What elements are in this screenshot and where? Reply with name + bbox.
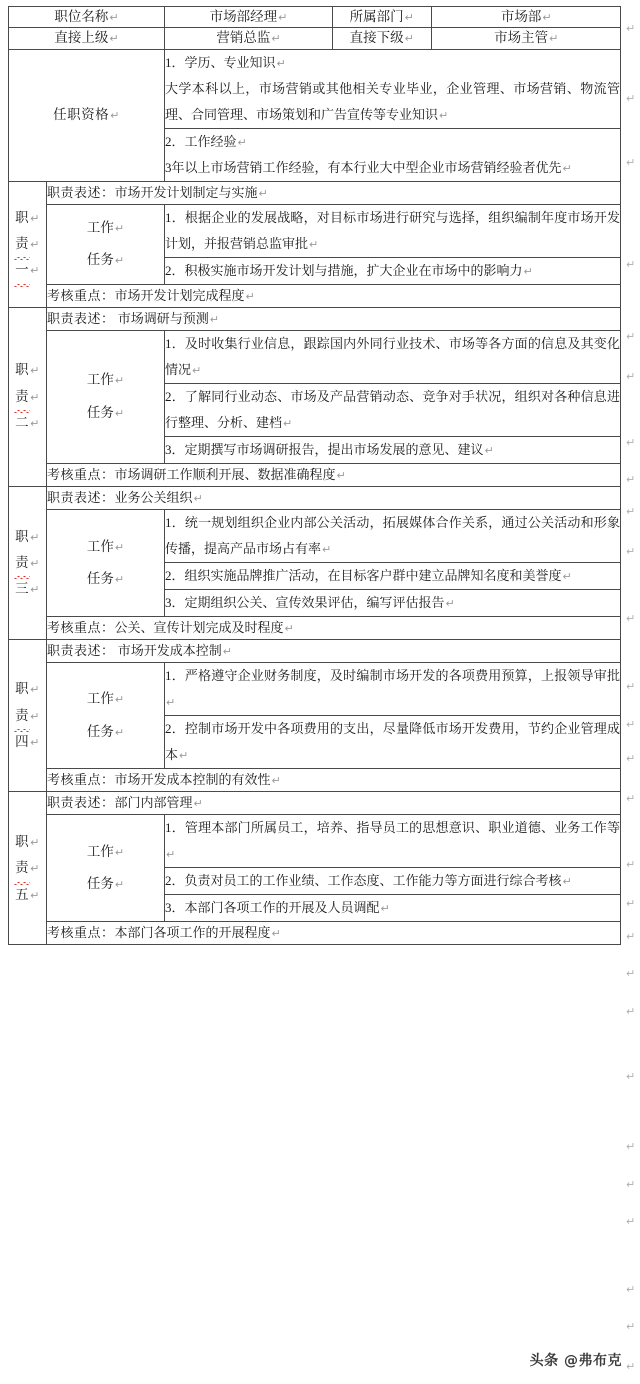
responsibility-2-label-char-0-line — [9, 357, 46, 383]
paragraph-mark-icon: ↵ — [245, 289, 255, 303]
responsibility-3-statement-row — [9, 486, 621, 509]
responsibility-5-label-char-0: 职 — [15, 833, 30, 849]
responsibility-5-statement-text: 部门内部管理 — [114, 795, 193, 811]
margin-paragraph-mark-icon: ↵ — [626, 858, 636, 871]
margin-paragraph-mark-icon: ↵ — [626, 505, 636, 518]
task-label-text-1: 工作 — [86, 691, 114, 707]
responsibility-2-label-char-0: 职 — [15, 362, 30, 378]
responsibility-4-task-label — [47, 663, 165, 769]
paragraph-mark-icon: ↵ — [114, 878, 125, 892]
margin-paragraph-mark-icon: ↵ — [626, 792, 636, 805]
header-value-department — [431, 7, 621, 27]
qualification-item-education-title-line — [165, 50, 620, 76]
responsibility-1-assessment — [47, 284, 621, 307]
responsibility-5-task-label — [47, 815, 165, 922]
paragraph-mark-icon: ↵ — [30, 390, 40, 404]
responsibility-1-task-row-1 — [9, 204, 621, 257]
paragraph-mark-icon: ↵ — [166, 848, 176, 862]
assessment-key-label: 考核重点： — [47, 619, 115, 635]
header-value-direct-superior-text: 营销总监 — [216, 30, 271, 46]
paragraph-mark-icon: ↵ — [30, 211, 40, 225]
qualification-row-education — [9, 49, 621, 128]
task-label-line-1 — [47, 531, 164, 563]
statement-key-label: 职责表述： — [47, 489, 115, 505]
responsibility-5-label — [9, 792, 47, 945]
margin-paragraph-mark-icon: ↵ — [626, 612, 636, 625]
assessment-key-label: 考核重点： — [47, 925, 115, 941]
paragraph-mark-icon: ↵ — [30, 556, 40, 570]
qualification-item-experience-title: 2．工作经验 — [165, 133, 237, 149]
responsibility-2-task-3-text: 3．定期撰写市场调研报告，提出市场发展的意见、建议 — [165, 441, 484, 457]
responsibility-2-label — [9, 307, 47, 486]
header-value-direct-superior — [165, 28, 333, 49]
margin-paragraph-mark-icon: ↵ — [626, 1360, 636, 1373]
responsibility-1-label — [9, 181, 47, 307]
responsibility-2-label-char-2-line — [9, 410, 46, 436]
paragraph-mark-icon: ↵ — [271, 927, 281, 941]
responsibility-3-label-char-0-line — [9, 524, 46, 550]
header-cell-subordinate-group — [333, 28, 621, 49]
responsibility-5-task-2-text: 2．负责对员工的工作业绩、工作态度、工作能力等方面进行综合考核 — [165, 873, 562, 889]
paragraph-mark-icon: ↵ — [562, 875, 572, 889]
responsibility-3-label-char-1-line — [9, 550, 46, 576]
paragraph-mark-icon: ↵ — [192, 363, 202, 377]
margin-paragraph-mark-icon: ↵ — [626, 92, 636, 105]
qualification-item-experience-title-line — [165, 129, 620, 155]
margin-paragraph-mark-icon: ↵ — [626, 1215, 636, 1228]
header-row-reporting — [9, 28, 621, 49]
qualification-item-experience-body: 3年以上市场营销工作经验，有本行业大中型企业市场营销经验者优先 — [165, 159, 562, 175]
paragraph-mark-icon: ↵ — [114, 540, 125, 554]
qualification-item-experience — [165, 128, 621, 181]
responsibility-1-label-char-1: 责 — [15, 231, 29, 257]
responsibility-3-assessment-text: 公关、宣传计划完成及时程度 — [114, 619, 284, 635]
paragraph-mark-icon: ↵ — [30, 709, 40, 723]
responsibility-1-task-2-text: 2．积极实施市场开发计划与措施，扩大企业在市场中的影响力 — [165, 262, 523, 278]
responsibility-4-task-1 — [165, 663, 621, 716]
paragraph-mark-icon: ↵ — [271, 32, 281, 46]
job-description-table — [8, 6, 621, 945]
paragraph-mark-icon: ↵ — [114, 572, 125, 586]
task-label-text-1: 工作 — [86, 538, 114, 554]
header-value-direct-subordinate — [431, 28, 621, 48]
paragraph-mark-icon: ↵ — [30, 364, 40, 378]
task-label-text-2: 任务 — [86, 570, 114, 586]
responsibility-3-label-char-2: 三 — [15, 581, 30, 597]
responsibility-2-assessment-text: 市场调研工作顺利开展、数据准确程度 — [114, 466, 336, 482]
paragraph-mark-icon: ↵ — [30, 835, 40, 849]
responsibility-5-assessment — [47, 922, 621, 945]
responsibility-2-label-char-2: 二 — [15, 414, 30, 430]
task-label-line-1 — [47, 836, 164, 868]
task-label-text-2: 任务 — [86, 252, 114, 268]
responsibility-3-task-3 — [165, 589, 621, 616]
paragraph-mark-icon: ↵ — [30, 264, 40, 278]
margin-paragraph-mark-icon: ↵ — [626, 1140, 636, 1153]
responsibility-3-label-char-2-line — [9, 576, 46, 602]
margin-paragraph-mark-icon: ↵ — [626, 22, 636, 35]
paragraph-mark-icon: ↵ — [276, 56, 286, 70]
responsibility-5-label-char-1: 责 — [15, 855, 29, 881]
responsibility-5-assessment-text: 本部门各项工作的开展程度 — [114, 925, 271, 941]
responsibility-2-assessment — [47, 463, 621, 486]
responsibility-1-statement-text: 市场开发计划制定与实施 — [114, 184, 258, 200]
responsibility-4-assessment-text: 市场开发成本控制的有效性 — [114, 772, 271, 788]
qualification-item-education-body-line — [165, 76, 620, 128]
margin-paragraph-mark-icon: ↵ — [626, 330, 636, 343]
responsibility-2-statement-row — [9, 307, 621, 330]
paragraph-mark-icon: ↵ — [30, 416, 40, 430]
responsibility-2-task-row-1 — [9, 330, 621, 383]
responsibility-5-task-3-text: 3．本部门各项工作的开展及人员调配 — [165, 900, 380, 916]
paragraph-mark-icon: ↵ — [114, 221, 125, 235]
responsibility-4-label — [9, 640, 47, 792]
responsibility-2-task-label — [47, 330, 165, 463]
paragraph-mark-icon: ↵ — [542, 11, 552, 24]
responsibility-3-label — [9, 486, 47, 639]
responsibility-4-label-char-1-line — [9, 703, 46, 729]
responsibility-5-task-1-text: 1．管理本部门所属员工，培养、指导员工的思想意识、职业道德、业务工作等 — [165, 820, 621, 836]
header-value-department-text: 市场部 — [500, 9, 542, 24]
margin-paragraph-mark-icon: ↵ — [626, 370, 636, 383]
responsibility-5-task-row-1 — [9, 815, 621, 868]
responsibility-2-statement — [47, 307, 621, 330]
responsibility-4-task-row-1 — [9, 663, 621, 716]
responsibility-5-task-3 — [165, 895, 621, 922]
paragraph-mark-icon: ↵ — [179, 749, 189, 763]
responsibility-2-task-1 — [165, 330, 621, 383]
responsibility-1-label-char-2-line — [9, 257, 46, 283]
responsibility-1-statement — [47, 181, 621, 204]
responsibility-3-task-3-text: 3．定期组织公关、宣传效果评估，编写评估报告 — [165, 594, 445, 610]
qualification-label — [9, 49, 165, 181]
watermark: 头条 @弗布克 — [529, 1353, 622, 1369]
margin-paragraph-mark-icon: ↵ — [626, 1178, 636, 1191]
responsibility-4-label-char-0: 职 — [15, 681, 30, 697]
qualification-item-education — [165, 49, 621, 128]
responsibility-3-task-1 — [165, 509, 621, 562]
responsibility-2-task-1-text: 1．及时收集行业信息，跟踪国内外同行业技术、市场等各方面的信息及其变化情况 — [165, 335, 621, 377]
task-label-line-2 — [47, 244, 164, 276]
margin-paragraph-mark-icon: ↵ — [626, 1320, 636, 1333]
paragraph-mark-icon: ↵ — [193, 797, 203, 811]
paragraph-mark-icon: ↵ — [404, 32, 414, 46]
responsibility-1-label-char-1-line — [9, 231, 46, 257]
responsibility-4-label-char-2: 四 — [15, 733, 30, 749]
paragraph-mark-icon: ↵ — [562, 569, 572, 583]
margin-paragraph-mark-icon: ↵ — [626, 930, 636, 943]
paragraph-mark-icon: ↵ — [309, 237, 319, 251]
responsibility-1-task-1 — [165, 204, 621, 257]
responsibility-4-task-2 — [165, 716, 621, 769]
paragraph-mark-icon: ↵ — [30, 735, 40, 749]
paragraph-mark-icon: ↵ — [278, 11, 288, 24]
paragraph-mark-icon: ↵ — [222, 645, 232, 659]
margin-paragraph-mark-icon: ↵ — [626, 258, 636, 271]
paragraph-mark-icon: ↵ — [30, 530, 40, 544]
responsibility-4-task-1-text: 1．严格遵守企业财务制度，及时编制市场开发的各项费用预算，上报领导审批 — [165, 668, 621, 684]
paragraph-mark-icon: ↵ — [283, 416, 293, 430]
responsibility-3-task-1-text: 1．统一规划组织企业内部公关活动，拓展媒体合作关系，通过公关活动和形象传播，提高产品市场占有率 — [165, 514, 621, 556]
task-label-line-2 — [47, 716, 164, 748]
responsibility-4-assessment-row — [9, 769, 621, 792]
margin-paragraph-mark-icon: ↵ — [626, 718, 636, 731]
responsibility-3-task-2-text: 2．组织实施品牌推广活动，在目标客户群中建立品牌知名度和美誉度 — [165, 567, 562, 583]
paragraph-mark-icon: ↵ — [562, 161, 572, 175]
qualification-item-experience-body-line — [165, 155, 620, 181]
responsibility-1-statement-row — [9, 181, 621, 204]
task-label-line-2 — [47, 397, 164, 429]
responsibility-4-label-char-1: 责 — [15, 703, 29, 729]
responsibility-5-task-1 — [165, 815, 621, 868]
responsibility-3-label-char-0: 职 — [15, 528, 30, 544]
task-label-text-1: 工作 — [86, 372, 114, 388]
margin-paragraph-mark-icon: ↵ — [626, 1070, 636, 1083]
margin-paragraph-mark-icon: ↵ — [626, 473, 636, 486]
responsibility-2-task-2 — [165, 383, 621, 436]
responsibility-5-statement-row — [9, 792, 621, 815]
margin-paragraph-mark-icon: ↵ — [626, 1005, 636, 1018]
margin-paragraph-mark-icon: ↵ — [626, 545, 636, 558]
responsibility-3-statement-text: 业务公关组织 — [114, 489, 193, 505]
paragraph-mark-icon: ↵ — [484, 443, 494, 457]
paragraph-mark-icon: ↵ — [114, 845, 125, 859]
responsibility-4-assessment — [47, 769, 621, 792]
right-margin-paragraph-marks — [626, 0, 640, 1384]
responsibility-2-statement-text: 市场调研与预测 — [117, 310, 209, 326]
paragraph-mark-icon: ↵ — [30, 583, 40, 597]
statement-key-label: 职责表述： — [47, 310, 115, 326]
paragraph-mark-icon: ↵ — [284, 621, 294, 635]
margin-paragraph-mark-icon: ↵ — [626, 752, 636, 765]
margin-paragraph-mark-icon: ↵ — [626, 897, 636, 910]
responsibility-1-label-char-2: 一 — [15, 257, 29, 283]
responsibility-1-task-1-text: 1．根据企业的发展战略，对目标市场进行研究与选择，组织编制年度市场开发计划，并报营销总监审批 — [165, 209, 621, 251]
paragraph-mark-icon: ↵ — [404, 11, 414, 24]
responsibility-4-label-char-2-line — [9, 729, 46, 755]
responsibility-5-task-2 — [165, 868, 621, 895]
task-label-text-2: 任务 — [86, 723, 114, 739]
task-label-line-2 — [47, 563, 164, 595]
task-label-line-1 — [47, 212, 164, 244]
qualification-label-text: 任职资格 — [53, 106, 110, 122]
header-label-department — [333, 7, 431, 27]
paragraph-mark-icon: ↵ — [110, 108, 120, 122]
responsibility-1-assessment-row — [9, 284, 621, 307]
responsibility-4-label-char-0-line — [9, 676, 46, 702]
statement-key-label: 职责表述： — [47, 184, 115, 200]
responsibility-1-assessment-text: 市场开发计划完成程度 — [114, 287, 245, 303]
responsibility-5-statement — [47, 792, 621, 815]
paragraph-mark-icon: ↵ — [166, 696, 176, 710]
paragraph-mark-icon: ↵ — [380, 902, 390, 916]
task-label-text-2: 任务 — [86, 876, 114, 892]
paragraph-mark-icon: ↵ — [209, 312, 219, 326]
paragraph-mark-icon: ↵ — [322, 542, 332, 556]
responsibility-5-label-char-2: 五 — [15, 886, 30, 902]
responsibility-2-label-char-1-line — [9, 384, 46, 410]
paragraph-mark-icon: ↵ — [109, 32, 119, 46]
task-label-text-2: 任务 — [86, 404, 114, 420]
responsibility-3-assessment-row — [9, 616, 621, 639]
paragraph-mark-icon: ↵ — [114, 374, 125, 388]
responsibility-5-label-char-0-line — [9, 829, 46, 855]
paragraph-mark-icon: ↵ — [439, 108, 449, 122]
responsibility-1-task-2 — [165, 257, 621, 284]
responsibility-3-assessment — [47, 616, 621, 639]
margin-paragraph-mark-icon: ↵ — [626, 436, 636, 449]
responsibility-2-label-char-1: 责 — [15, 384, 29, 410]
header-row-position — [9, 7, 621, 28]
paragraph-mark-icon: ↵ — [109, 11, 119, 24]
margin-paragraph-mark-icon: ↵ — [626, 967, 636, 980]
margin-paragraph-mark-icon: ↵ — [626, 680, 636, 693]
responsibility-4-statement-row — [9, 640, 621, 663]
header-label-position-name-text: 职位名称 — [54, 9, 109, 24]
paragraph-mark-icon: ↵ — [114, 725, 125, 739]
header-label-position-name — [9, 7, 165, 28]
paragraph-mark-icon: ↵ — [114, 406, 125, 420]
task-label-line-1 — [47, 683, 164, 715]
responsibility-5-assessment-row — [9, 922, 621, 945]
responsibility-2-assessment-row — [9, 463, 621, 486]
assessment-key-label: 考核重点： — [47, 772, 115, 788]
task-label-text-1: 工作 — [86, 843, 114, 859]
paragraph-mark-icon: ↵ — [30, 237, 40, 251]
paragraph-mark-icon: ↵ — [30, 862, 40, 876]
qualification-item-education-title: 1．学历、专业知识 — [165, 54, 276, 70]
paragraph-mark-icon: ↵ — [336, 468, 346, 482]
task-label-line-1 — [47, 364, 164, 396]
margin-paragraph-mark-icon: ↵ — [626, 156, 636, 169]
paragraph-mark-icon: ↵ — [271, 774, 281, 788]
responsibility-1-label-char-0-line — [9, 205, 46, 231]
responsibility-3-statement — [47, 486, 621, 509]
statement-key-label: 职责表述： — [47, 643, 115, 659]
task-label-line-2 — [47, 868, 164, 900]
responsibility-4-statement-text: 市场开发成本控制 — [117, 643, 222, 659]
header-label-direct-subordinate-text: 直接下级 — [349, 30, 404, 46]
responsibility-4-task-2-text: 2．控制市场开发中各项费用的支出，尽量降低市场开发费用，节约企业管理成本 — [165, 721, 621, 763]
responsibility-1-task-label — [47, 204, 165, 284]
responsibility-3-task-row-1 — [9, 509, 621, 562]
task-label-text-1: 工作 — [86, 219, 114, 235]
header-label-direct-subordinate — [333, 28, 431, 48]
responsibility-3-task-label — [47, 509, 165, 616]
statement-key-label: 职责表述： — [47, 795, 115, 811]
header-value-direct-subordinate-text: 市场主管 — [494, 30, 549, 46]
responsibility-3-task-2 — [165, 562, 621, 589]
paragraph-mark-icon: ↵ — [549, 32, 559, 46]
responsibility-5-label-char-2-line — [9, 882, 46, 908]
header-label-direct-superior — [9, 28, 165, 49]
header-value-position-name-text: 市场部经理 — [209, 9, 278, 24]
responsibility-2-task-2-text: 2．了解同行业动态、市场及产品营销动态、竞争对手状况，组织对各种信息进行整理、分析、建档 — [165, 388, 621, 430]
paragraph-mark-icon: ↵ — [114, 693, 125, 707]
qualification-item-education-body: 大学本科以上，市场营销或其他相关专业毕业，企业管理、市场营销、物流管理、合同管理、市场策划和广告宣传等专业知识 — [165, 80, 621, 122]
paragraph-mark-icon: ↵ — [114, 254, 125, 268]
responsibility-2-task-3 — [165, 436, 621, 463]
paragraph-mark-icon: ↵ — [30, 683, 40, 697]
paragraph-mark-icon: ↵ — [237, 135, 247, 149]
header-label-direct-superior-text: 直接上级 — [54, 30, 109, 46]
header-label-department-text: 所属部门 — [349, 9, 404, 24]
paragraph-mark-icon: ↵ — [523, 264, 533, 278]
responsibility-1-label-char-0: 职 — [15, 209, 30, 225]
header-value-position-name — [165, 7, 333, 28]
header-cell-department-group — [333, 7, 621, 28]
responsibility-5-label-char-1-line — [9, 855, 46, 881]
margin-paragraph-mark-icon: ↵ — [626, 1283, 636, 1296]
assessment-key-label: 考核重点： — [47, 287, 115, 303]
paragraph-mark-icon: ↵ — [193, 491, 203, 505]
paragraph-mark-icon: ↵ — [30, 888, 40, 902]
assessment-key-label: 考核重点： — [47, 466, 115, 482]
paragraph-mark-icon: ↵ — [445, 596, 455, 610]
responsibility-3-label-char-1: 责 — [15, 550, 29, 576]
responsibility-4-statement — [47, 640, 621, 663]
paragraph-mark-icon: ↵ — [258, 186, 268, 200]
